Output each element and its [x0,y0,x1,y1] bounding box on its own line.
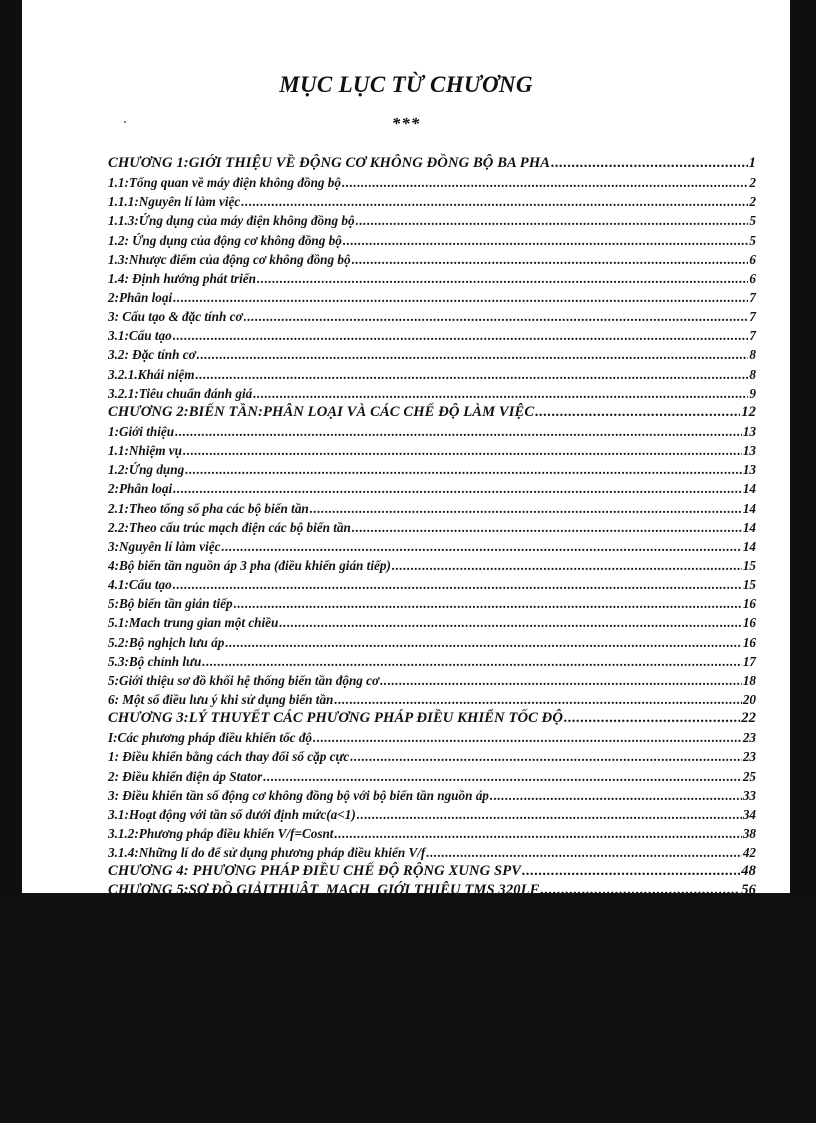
toc-page-number: 13 [742,462,756,478]
toc-entry [108,192,756,211]
toc-page-number: 48 [741,863,756,880]
toc-page-number: 6 [749,251,756,267]
toc-entry-title: 2: Điều khiển điện áp Stator [108,768,263,784]
toc-dot-leader [197,345,749,364]
toc-entry [108,326,756,345]
toc-entry-title: 1.3:Nhược điểm của động cơ không đồng bộ [108,251,351,267]
toc-page-number: 58 [742,940,756,956]
toc-page-number: 23 [742,730,756,746]
toc-entry-title: 5:Giới thiệu sơ đồ khối hệ thống biến tần động cơ [108,672,380,688]
toc-page-number: 18 [742,672,756,688]
toc-page-number: 16 [742,615,756,631]
title-separator: *** [391,114,421,133]
toc-chapter-entry [108,403,756,422]
toc-entry-title: 1.1.3:Ứng dụng của máy điện không đồng bộ [108,213,355,229]
toc-entry-title: 4.1:Cấu tạo [108,577,172,593]
toc-page-number: 12 [741,403,756,420]
toc-entry [108,824,756,843]
toc-page-number: 7 [749,289,756,305]
toc-entry-title: 3.1.2:Phương pháp điều khiển V/f=Cosnt [108,825,334,841]
toc-dot-leader [253,384,748,403]
toc-entry [108,441,756,460]
toc-entry [108,690,756,709]
toc-entry-title: 3:Nguyên lí làm việc [108,538,221,554]
toc-dot-leader [343,231,749,250]
toc-entry [108,288,756,307]
toc-entry-title: CHƯƠNG 3:LÝ THUYẾT CÁC PHƯƠNG PHÁP ĐIỀU KHIỂN TỐC ĐỘ [108,710,563,727]
toc-page-number: 42 [742,845,756,861]
toc-entry [108,613,756,632]
document-page [22,0,790,956]
toc-page-number: 1 [748,155,756,171]
toc-page-number: 5 [749,213,756,229]
toc-page-number: 7 [749,309,756,325]
toc-page-number: 34 [742,806,756,822]
toc-entry-title: 5.2:MẠCH [108,940,169,956]
toc-page-number: 14 [742,519,756,535]
toc-entry [108,786,756,805]
toc-entry [108,479,756,498]
toc-dot-leader [352,518,742,537]
toc-entry-title: 5.1:Mach trung gian một chiều [108,615,279,631]
toc-entry-title: 3: Cấu tạo & đặc tính cơ [108,309,243,325]
toc-entry [108,575,756,594]
toc-entry [108,365,756,384]
toc-dot-leader [350,747,742,766]
toc-page-number: 13 [742,423,756,439]
toc-dot-leader [241,192,748,211]
toc-entry-title: CHƯƠNG 1:GIỚI THIỆU VỀ ĐỘNG CƠ KHÔNG ĐỒNG BỘ BA PHA [108,155,551,171]
toc-dot-leader [173,326,749,345]
toc-dot-leader [175,422,742,441]
toc-chapter-entry [108,881,756,900]
toc-entry [108,843,756,862]
toc-page-number: 5 [749,232,756,248]
toc-page-number: 8 [749,347,756,363]
toc-entry-title: 5.2:Bộ nghịch lưu áp [108,634,225,650]
toc-dot-leader [225,633,741,652]
toc-dot-leader [392,556,742,575]
toc-page-number: 2 [749,194,756,210]
toc-entry-title: 1: Điều khiển bằng cách thay đổi số cặp cực [108,749,350,765]
toc-entry-title: CHƯƠNG 2:BIẾN TẦN:PHÂN LOẠI VÀ CÁC CHẾ ĐỘ LÀM VIỆC [108,403,535,420]
toc-chapter-entry [108,900,756,919]
toc-dot-leader [244,307,749,326]
toc-dot-leader [183,441,742,460]
toc-entry-title: 1.4: Định hướng phát triển [108,270,256,286]
toc-page-number: 33 [742,787,756,803]
toc-dot-leader [535,403,740,422]
toc-page-number: 20 [742,691,756,707]
toc-page-number: 25 [742,768,756,784]
toc-entry [108,805,756,824]
toc-dot-leader [334,824,741,843]
toc-entry-title: 3.1:Cấu tạo [108,328,172,344]
toc-entry [108,537,756,556]
toc-page-number: 14 [742,538,756,554]
toc-dot-leader [426,843,742,862]
toc-page-number: 14 [742,500,756,516]
toc-page-number: 8 [749,366,756,382]
toc-dot-leader [173,479,742,498]
toc-dot-leader [356,211,749,230]
toc-page-number: 9 [749,385,756,401]
toc-page-number: 15 [742,577,756,593]
toc-entry-title: 1.2: Ứng dụng của động cơ không đồng bộ [108,232,342,248]
toc-entry [108,250,756,269]
toc-entry [108,633,756,652]
toc-entry-title: 5.1:SƠ ĐỒ GIẢI THUẬT [108,921,248,937]
toc-entry [108,747,756,766]
toc-entry [108,422,756,441]
toc-page-number: 16 [742,596,756,612]
toc-dot-leader [279,613,741,632]
toc-entry [108,556,756,575]
toc-entry [108,269,756,288]
toc-dot-leader [257,269,748,288]
toc-entry [108,173,756,192]
toc-entry-title: 3.1:Hoạt động với tần số dưới định mức(a<1) [108,806,356,822]
toc-dot-leader [169,939,741,958]
toc-page-number: 7 [749,328,756,344]
scan-speck [124,121,126,123]
toc-dot-leader [352,250,749,269]
toc-entry [108,211,756,230]
toc-dot-leader [380,671,742,690]
document-title: MỤC LỤC TỪ CHƯƠNG [279,72,533,97]
toc-entry-title: 1.1.1:Nguyên lí làm việc [108,194,241,210]
toc-dot-leader [540,881,740,900]
table-of-contents [108,154,756,958]
toc-page-number: 22 [741,710,756,727]
toc-entry-title: 3.1.4:Những lí do để sử dụng phương pháp điều khiển V/f [108,845,426,861]
toc-dot-leader [173,288,748,307]
toc-page-number: 57 [742,921,756,937]
toc-dot-leader [202,652,742,671]
toc-page-number: 56 [741,882,756,899]
toc-entry-title: 3: Điều khiển tần số động cơ không đồng bộ với bộ biến tần nguồn áp [108,787,489,803]
toc-page-number: 23 [742,749,756,765]
toc-entry-title: I:Các phương pháp điều khiển tốc độ [108,730,313,746]
toc-dot-leader [313,728,742,747]
toc-entry-title: 1.1:Nhiệm vụ [108,443,182,459]
toc-page-number: 13 [742,443,756,459]
toc-dot-leader [551,154,747,173]
toc-entry [108,767,756,786]
toc-entry-title: 2.2:Theo cấu trúc mạch điện các bộ biến tần [108,519,351,535]
toc-dot-leader [185,460,742,479]
toc-dot-leader [564,709,740,728]
toc-dot-leader [353,900,740,919]
toc-entry [108,728,756,747]
toc-page-number: 15 [742,557,756,573]
toc-entry-title: 3.2.1:Tiêu chuẩn đánh giá [108,385,253,401]
toc-entry [108,671,756,690]
toc-dot-leader [310,499,742,518]
toc-page-number: 38 [742,825,756,841]
toc-entry [108,499,756,518]
toc-entry [108,345,756,364]
toc-dot-leader [221,537,741,556]
toc-entry-title: 3.2.1.Khái niệm [108,366,195,382]
toc-entry [108,231,756,250]
toc-entry-title: 1.1:Tổng quan về máy điện không đồng bộ [108,175,341,191]
toc-entry [108,307,756,326]
toc-entry-title: 2407_CHƯƠNG TRÌNH ĐIỀU KHIỂN [108,901,352,918]
toc-entry-title: 5.3:Bộ chỉnh lưu [108,653,202,669]
toc-entry-title: 5:Bộ biến tần gián tiếp [108,596,233,612]
toc-entry-title: CHƯƠNG 5:SƠ ĐỒ GIẢITHUẬT_MẠCH_GIỚI THIỆU TMS 320LF [108,882,540,899]
toc-entry [108,939,756,958]
toc-entry [108,652,756,671]
toc-chapter-entry [108,709,756,728]
toc-dot-leader [522,862,740,881]
toc-page-number: 16 [742,634,756,650]
toc-chapter-entry [108,154,756,173]
toc-page-number: 2 [749,175,756,191]
toc-page-number: 6 [749,270,756,286]
toc-entry-title: 1.2:Ứng dụng [108,462,185,478]
toc-entry-title: 1:Giới thiệu [108,423,175,439]
toc-entry-title: CHƯƠNG 4: PHƯƠNG PHÁP ĐIỀU CHẾ ĐỘ RỘNG XUNG SPV [108,863,522,880]
toc-dot-leader [234,594,742,613]
toc-entry-title: 4:Bộ biến tần nguồn áp 3 pha (điều khiển gián tiếp) [108,557,391,573]
toc-page-number: 14 [742,481,756,497]
toc-entry-title: 3.2: Đặc tính cơ [108,347,196,363]
toc-entry-title: 2.1:Theo tổng số pha các bộ biến tần [108,500,309,516]
toc-dot-leader [490,786,742,805]
toc-dot-leader [357,805,742,824]
toc-entry-title: 6: Một số điều lưu ý khi sử dụng biến tần [108,691,334,707]
toc-chapter-entry [108,862,756,881]
toc-entry [108,518,756,537]
toc-entry-title: 2:Phân loại [108,289,173,305]
toc-dot-leader [173,575,742,594]
toc-entry [108,920,756,939]
toc-dot-leader [249,920,742,939]
toc-page-number: 56 [741,901,756,918]
toc-dot-leader [342,173,748,192]
toc-page-number: 17 [742,653,756,669]
toc-dot-leader [263,767,742,786]
toc-dot-leader [195,365,748,384]
toc-dot-leader [334,690,741,709]
toc-entry [108,384,756,403]
toc-entry [108,460,756,479]
toc-entry [108,594,756,613]
toc-entry-title: 2:Phân loại [108,481,173,497]
